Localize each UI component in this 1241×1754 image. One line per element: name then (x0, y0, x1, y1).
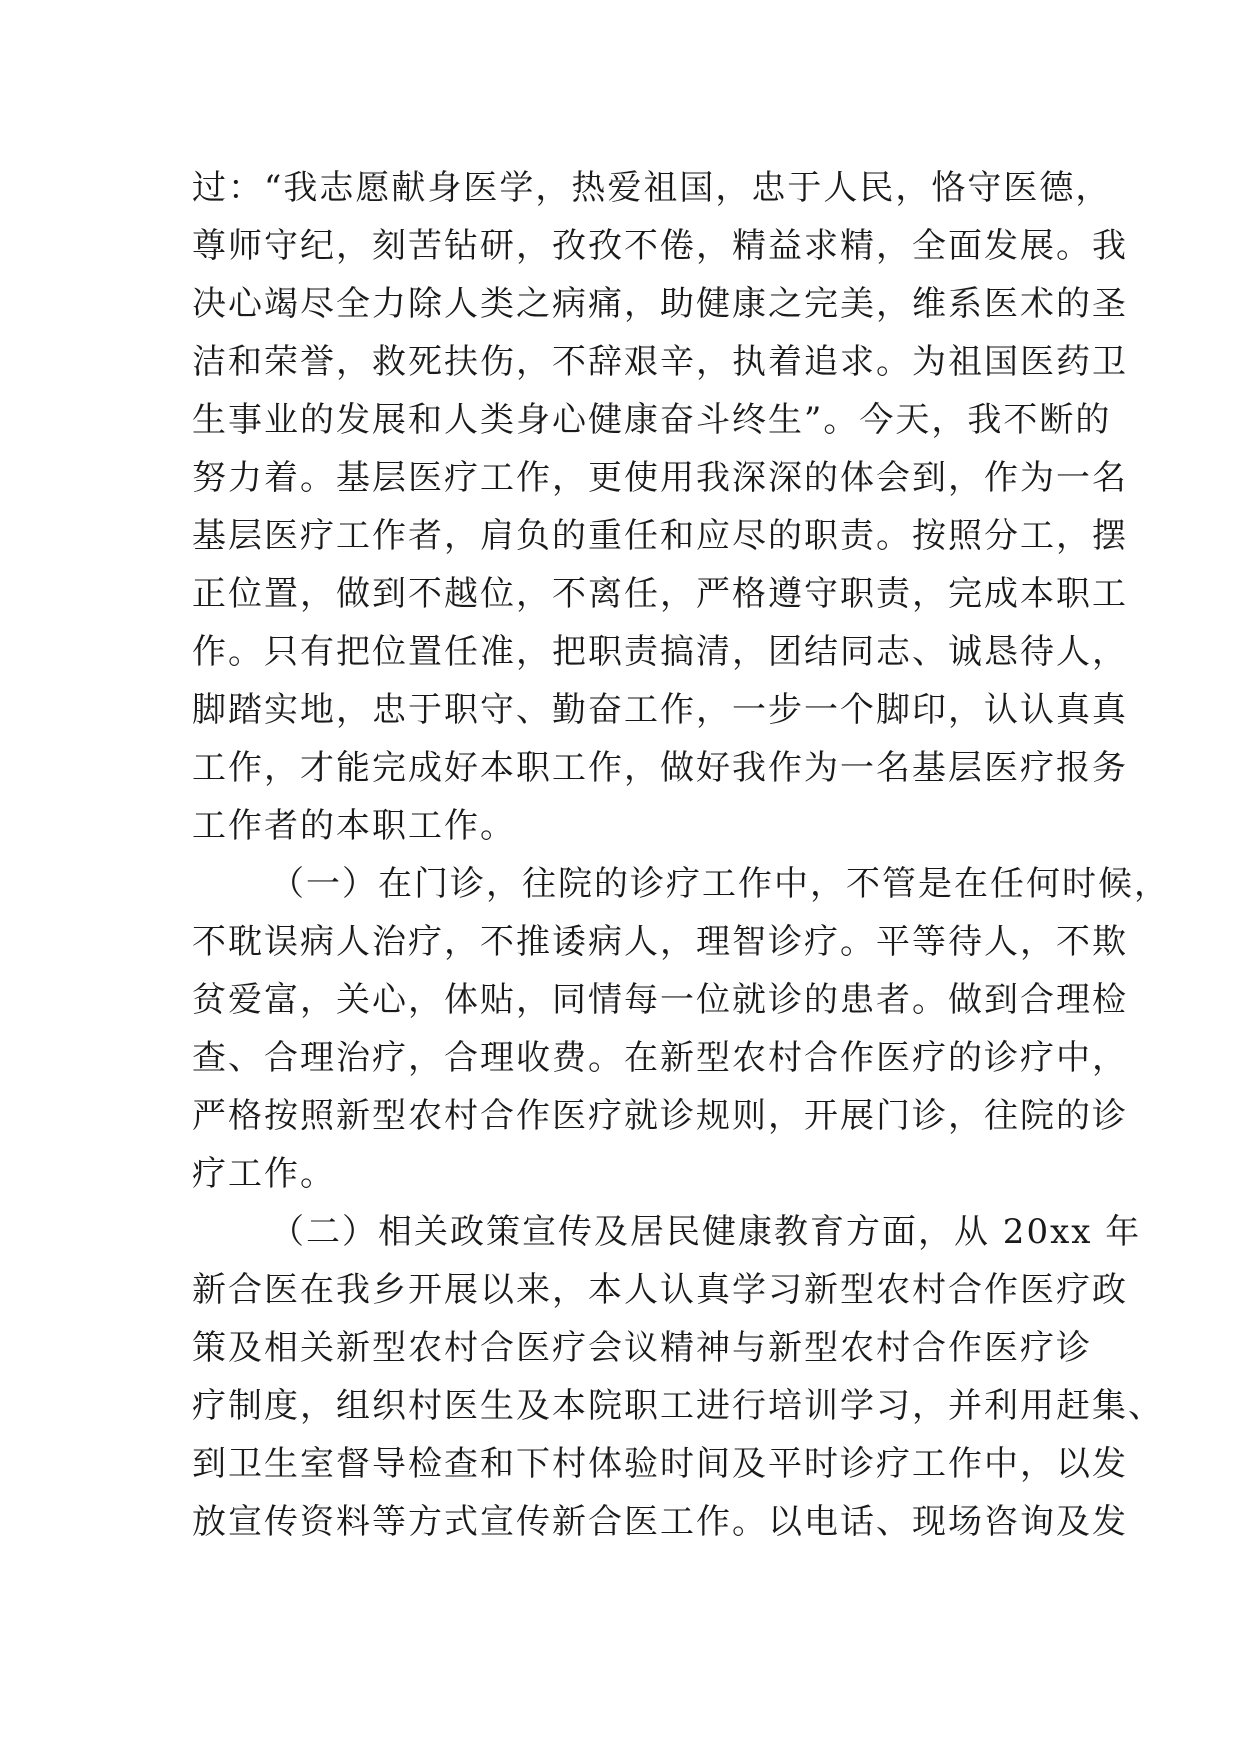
text-line: 基层医疗工作者，肩负的重任和应尽的职责。按照分工，摆 (192, 516, 1128, 556)
text-line: 新合医在我乡开展以来，本人认真学习新型农村合作医疗政 (192, 1270, 1128, 1310)
text-line: 严格按照新型农村合作医疗就诊规则，开展门诊，往院的诊 (192, 1096, 1128, 1136)
text-line: 疗工作。 (192, 1154, 336, 1194)
text-line: 疗制度，组织村医生及本院职工进行培训学习，并利用赶集、 (192, 1386, 1164, 1426)
text-line: 贫爱富，关心，体贴，同情每一位就诊的患者。做到合理检 (192, 980, 1128, 1020)
text-line: 工作者的本职工作。 (192, 806, 516, 846)
text-line: 放宣传资料等方式宣传新合医工作。以电话、现场咨询及发 (192, 1502, 1128, 1542)
text-line: 不耽误病人治疗，不推诿病人，理智诊疗。平等待人，不欺 (192, 922, 1128, 962)
paragraph-heading-1: （一）在门诊，往院的诊疗工作中，不管是在任何时候， (270, 864, 1170, 904)
text-line: 到卫生室督导检查和下村体验时间及平时诊疗工作中，以发 (192, 1444, 1128, 1484)
text-line: 作。只有把位置任准，把职责搞清，团结同志、诚恳待人， (192, 632, 1128, 672)
text-line: 尊师守纪，刻苦钻研，孜孜不倦，精益求精，全面发展。我 (192, 226, 1128, 266)
text-line: 正位置，做到不越位，不离任，严格遵守职责，完成本职工 (192, 574, 1128, 614)
text-line: 努力着。基层医疗工作，更使用我深深的体会到，作为一名 (192, 458, 1128, 498)
text-line: 脚踏实地，忠于职守、勤奋工作，一步一个脚印，认认真真 (192, 690, 1128, 730)
text-line: 策及相关新型农村合医疗会议精神与新型农村合作医疗诊 (192, 1328, 1092, 1368)
text-line: 生事业的发展和人类身心健康奋斗终生”。今天，我不断的 (192, 400, 1112, 440)
text-line: 过：“我志愿献身医学，热爱祖国，忠于人民，恪守医德， (192, 168, 1112, 208)
text-line: 查、合理治疗，合理收费。在新型农村合作医疗的诊疗中， (192, 1038, 1128, 1078)
text-line: 洁和荣誉，救死扶伤，不辞艰辛，执着追求。为祖国医药卫 (192, 342, 1128, 382)
paragraph-heading-2: （二）相关政策宣传及居民健康教育方面，从 20xx 年 (270, 1212, 1142, 1252)
text-line: 工作，才能完成好本职工作，做好我作为一名基层医疗报务 (192, 748, 1128, 788)
text-line: 决心竭尽全力除人类之病痛，助健康之完美，维系医术的圣 (192, 284, 1128, 324)
